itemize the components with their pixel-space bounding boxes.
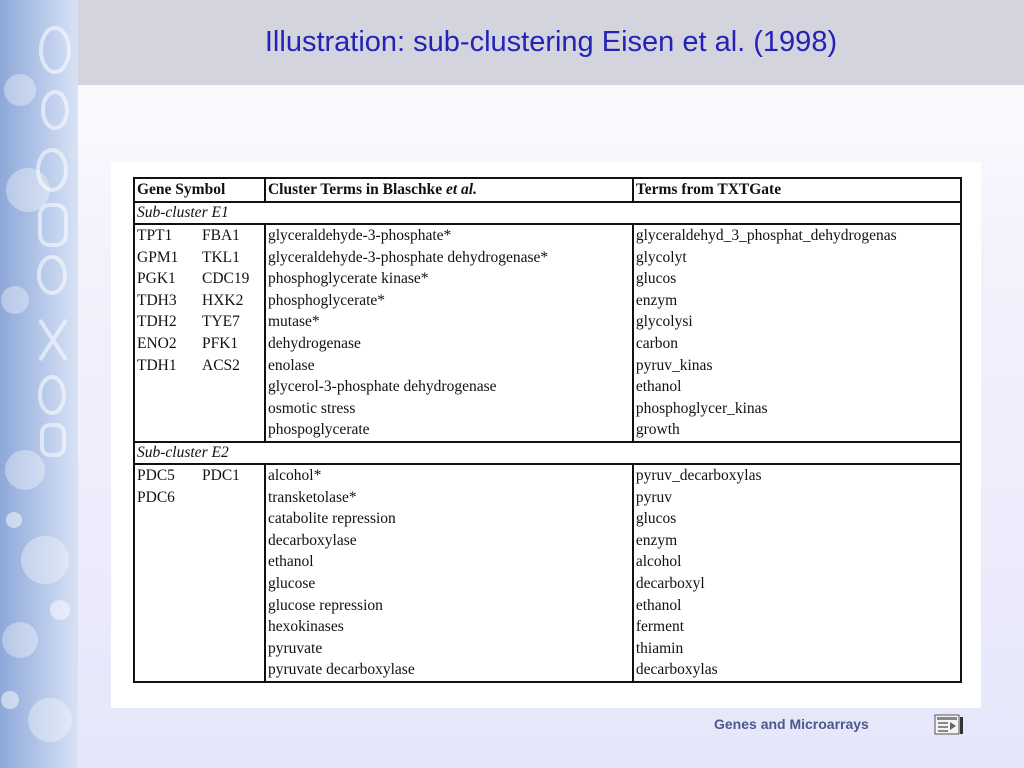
cluster-term: glucose — [267, 574, 316, 592]
cluster-term: enolase — [267, 356, 315, 374]
gene-symbol: ACS2 — [202, 356, 240, 374]
header-gene-symbol: Gene Symbol — [134, 178, 265, 202]
gene-symbol: TYE7 — [202, 313, 240, 331]
txtgate-term: pyruv_kinas — [635, 356, 713, 374]
e1-genes-col-a — [137, 225, 202, 376]
gene-symbol: PDC6 — [137, 488, 175, 506]
txtgate-term: glucos — [635, 270, 677, 288]
table-header-row — [134, 178, 961, 202]
e1-txtgate-terms — [633, 224, 961, 442]
cluster-term: transketolase* — [267, 488, 357, 506]
e2-genes-col-b — [202, 465, 262, 508]
table-figure — [111, 162, 981, 708]
subcluster-e1-label-row — [134, 202, 961, 224]
header-cluster-terms-text: Cluster Terms in Blaschke — [267, 181, 446, 198]
cluster-term: glucose repression — [267, 596, 383, 614]
title-bar — [78, 0, 1024, 85]
txtgate-term: glucos — [635, 510, 677, 528]
txtgate-term: glycolyt — [635, 248, 687, 266]
header-cluster-terms-etal: et al. — [445, 181, 477, 198]
cluster-term: ethanol — [267, 553, 314, 571]
txtgate-term: ferment — [635, 618, 685, 636]
gene-symbol: GPM1 — [137, 248, 179, 266]
txtgate-term: decarboxyl — [635, 574, 705, 592]
cluster-term: hexokinases — [267, 618, 344, 636]
gene-symbol: TKL1 — [202, 248, 240, 266]
gene-symbol: TPT1 — [137, 227, 173, 244]
txtgate-term: pyruv — [635, 488, 673, 506]
e1-cluster-terms — [265, 224, 633, 442]
dna-molecule-icon — [0, 0, 78, 768]
txtgate-term: carbon — [635, 334, 679, 352]
header-txtgate-terms: Terms from TXTGate — [633, 178, 961, 202]
slide-title: Illustration: sub-clustering Eisen et al. (1998) — [264, 26, 838, 58]
cluster-term: dehydrogenase — [267, 334, 361, 352]
subcluster-e1-row — [134, 224, 961, 442]
subcluster-e2-label-row — [134, 442, 961, 464]
txtgate-term: decarboxylas — [635, 661, 718, 679]
cluster-term: glycerol-3-phosphate dehydrogenase — [267, 378, 497, 396]
gene-symbol: PFK1 — [202, 334, 239, 352]
sidebar-decoration — [0, 0, 78, 768]
txtgate-term: growth — [635, 421, 680, 439]
txtgate-term: ethanol — [635, 596, 682, 614]
cluster-term: pyruvate — [267, 639, 323, 657]
txtgate-term: glyceraldehyd_3_phosphat_dehydrogenas — [635, 227, 897, 244]
txtgate-term: glycolysi — [635, 313, 693, 331]
gene-symbol: TDH2 — [137, 313, 177, 331]
subcluster-e2-label: Sub-cluster E2 — [134, 442, 961, 464]
slide-navigation-icon[interactable] — [934, 713, 964, 737]
cluster-term: glyceraldehyde-3-phosphate* — [267, 227, 452, 244]
e2-cluster-terms — [265, 464, 633, 682]
gene-symbol: PDC1 — [202, 466, 240, 484]
txtgate-term: enzym — [635, 291, 678, 309]
gene-symbol: ENO2 — [137, 334, 177, 352]
txtgate-term: phosphoglycer_kinas — [635, 399, 768, 417]
txtgate-term: enzym — [635, 531, 678, 549]
e1-gene-symbols — [134, 224, 265, 442]
gene-symbol: TDH3 — [137, 291, 177, 309]
gene-symbol: PDC5 — [137, 466, 175, 484]
gene-cluster-table — [133, 177, 962, 683]
txtgate-term: thiamin — [635, 639, 684, 657]
gene-symbol: HXK2 — [202, 291, 244, 309]
e2-genes-col-a — [137, 465, 202, 508]
cluster-term: phospoglycerate — [267, 421, 370, 439]
e1-genes-col-b — [202, 225, 262, 376]
cluster-term: glyceraldehyde-3-phosphate dehydrogenase* — [267, 248, 549, 266]
e2-txtgate-terms — [633, 464, 961, 682]
cluster-term: catabolite repression — [267, 510, 396, 528]
cluster-term: mutase* — [267, 313, 320, 331]
gene-symbol: TDH1 — [137, 356, 177, 374]
cluster-term: phosphoglycerate* — [267, 291, 386, 309]
e2-gene-symbols — [134, 464, 265, 682]
subcluster-e2-row — [134, 464, 961, 682]
gene-symbol: FBA1 — [202, 227, 240, 244]
gene-symbol: CDC19 — [202, 270, 250, 288]
footer-title: Genes and Microarrays — [714, 716, 869, 732]
gene-symbol: PGK1 — [137, 270, 176, 288]
cluster-term: alcohol* — [267, 466, 322, 484]
header-cluster-terms — [265, 178, 633, 202]
cluster-term: phosphoglycerate kinase* — [267, 270, 429, 288]
cluster-term: pyruvate decarboxylase — [267, 661, 415, 679]
cluster-term: osmotic stress — [267, 399, 356, 417]
txtgate-term: ethanol — [635, 378, 682, 396]
txtgate-term: pyruv_decarboxylas — [635, 466, 762, 484]
subcluster-e1-label: Sub-cluster E1 — [134, 202, 961, 224]
cluster-term: decarboxylase — [267, 531, 357, 549]
txtgate-term: alcohol — [635, 553, 682, 571]
